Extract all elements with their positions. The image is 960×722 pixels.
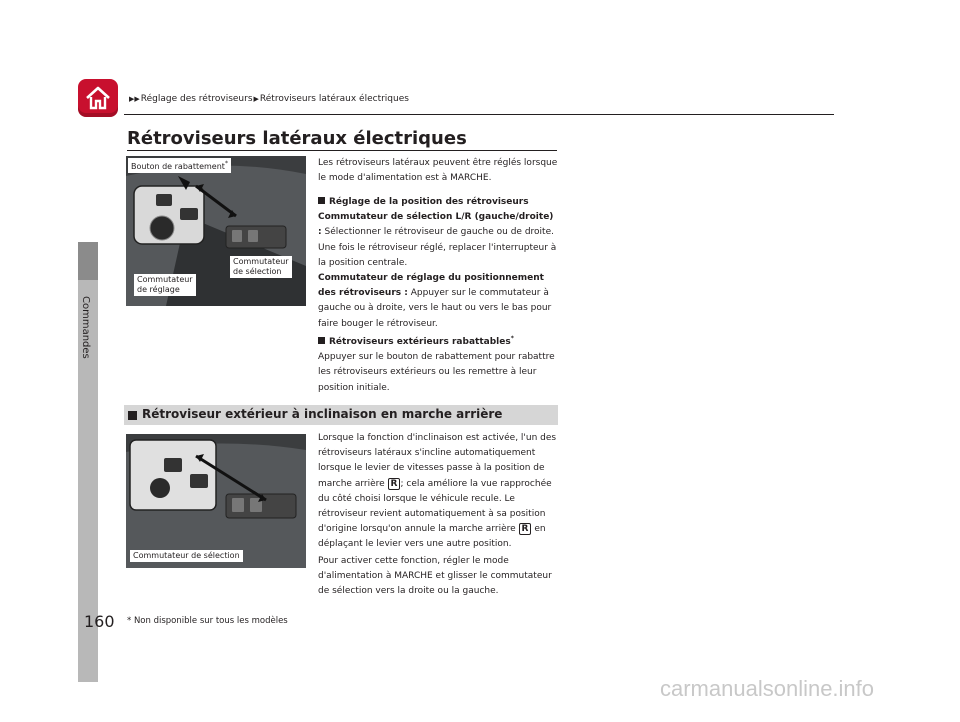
section-square-icon	[128, 411, 137, 420]
callout-fold-button: Bouton de rabattement	[131, 162, 225, 171]
footnote-marker: *	[510, 335, 514, 342]
footnote-marker: *	[224, 160, 228, 167]
callout-selector-switch: Commutateur de sélection	[130, 550, 243, 562]
selector-switch-text: Sélectionner le rétroviseur de gauche ou de droite. Une fois le rétroviseur réglé, replacer l'interrupteur à la position centrale.	[318, 227, 557, 268]
folding-text: Appuyer sur le bouton de rabattement pour rabattre les rétroviseurs extérieurs ou les remettre à leur position initiale.	[318, 352, 555, 393]
adjust-heading: Réglage de la position des rétroviseurs	[329, 197, 529, 207]
position-switch-label: Commutateur de réglage du positionnement des rétroviseurs :	[318, 273, 544, 299]
home-icon	[84, 84, 112, 112]
callout-selector-switch: Commutateur de sélection	[230, 256, 292, 278]
activation-paragraph: Pour activer cette fonction, régler le mode d'alimentation à MARCHE et glisser le commutateur de sélection vers la droite ou la gauche.	[318, 556, 552, 597]
title-underline	[127, 150, 557, 151]
breadcrumb-arrow-icon: ▶▶	[129, 95, 140, 103]
mirror-switch-figure	[126, 156, 306, 306]
callout-adjust-switch: Commutateur de réglage	[134, 274, 196, 296]
header-divider	[124, 114, 834, 115]
breadcrumb-arrow-icon: ▶	[253, 95, 259, 103]
page-number: 160	[84, 612, 115, 631]
position-switch-text: Appuyer sur le commutateur à gauche ou à droite, vers le haut ou vers le bas pour faire bouger le rétroviseur.	[318, 288, 552, 329]
folding-heading: Rétroviseurs extérieurs rabattables	[329, 337, 511, 347]
breadcrumb-link-mirrors[interactable]: Réglage des rétroviseurs	[140, 94, 253, 104]
selector-switch-figure	[126, 434, 306, 568]
side-tab-label: Commandes	[80, 296, 91, 359]
breadcrumb-current: Rétroviseurs latéraux électriques	[259, 94, 409, 104]
page-title: Rétroviseurs latéraux électriques	[127, 128, 467, 149]
reverse-text-c: en déplaçant le levier vers une autre position.	[318, 524, 546, 550]
reverse-text-b: ; cela améliore la vue rapprochée du côté choisi lorsque le véhicule recule. Le rétroviseur revient automatiquement à sa position d'origine lorsqu'on annule la marche arrière	[318, 478, 552, 535]
section-title: Rétroviseur extérieur à inclinaison en marche arrière	[142, 407, 503, 421]
selector-switch-label: Commutateur de sélection L/R (gauche/droite) :	[318, 212, 554, 238]
reverse-gear-key-icon: R	[388, 478, 401, 490]
bullet-square-icon	[318, 197, 325, 204]
footnote: * Non disponible sur tous les modèles	[127, 616, 288, 626]
reverse-tilt-paragraph	[318, 431, 560, 553]
home-button[interactable]	[78, 79, 118, 117]
breadcrumb	[128, 94, 409, 104]
side-tab-active[interactable]	[78, 242, 98, 280]
intro-paragraph: Les rétroviseurs latéraux peuvent être réglés lorsque le mode d'alimentation est à MARCHE.	[318, 158, 558, 184]
reverse-text-a: Lorsque la fonction d'inclinaison est activée, l'un des rétroviseurs latéraux s'incline automatiquement lorsque le levier de vitesses passe à la position de marche arrière	[318, 433, 557, 489]
door-panel-illustration	[126, 434, 306, 568]
folding-section	[318, 331, 560, 396]
adjust-section	[318, 195, 560, 332]
bullet-square-icon	[318, 337, 325, 344]
section-header-reverse-tilt	[124, 405, 558, 425]
reverse-gear-key-icon: R	[519, 523, 532, 535]
watermark: carmanualsonline.info	[660, 676, 875, 701]
